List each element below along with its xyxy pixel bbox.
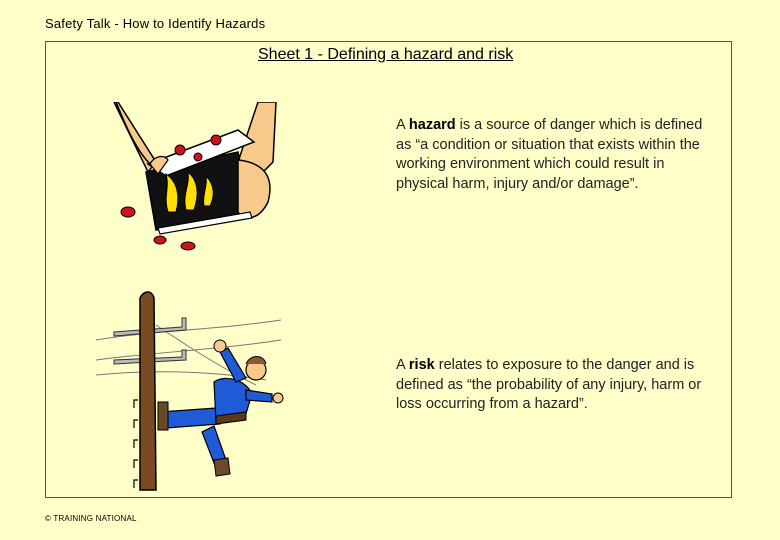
risk-term: risk [408, 357, 435, 373]
risk-illustration [96, 290, 286, 495]
hazard-illustration [108, 102, 288, 252]
hazard-definition [396, 116, 716, 194]
page-header-title: Safety Talk - How to Identify Hazards [45, 16, 266, 31]
copyright-notice: © TRAINING NATIONAL [45, 514, 137, 523]
risk-prefix: A [396, 357, 409, 373]
hazard-prefix: A [396, 117, 409, 133]
sheet-title: Sheet 1 - Defining a hazard and risk [258, 46, 514, 63]
risk-definition-text: relates to exposure to the danger and is defined as “the probability of any injury, harm or loss occurring from a hazard”. [396, 357, 702, 412]
risk-definition [396, 356, 716, 415]
hazard-term: hazard [408, 117, 456, 133]
hazard-definition-text: is a source of danger which is defined as “a condition or situation that exists within the working environment which could result in physical harm, injury and/or damage”. [396, 117, 703, 192]
